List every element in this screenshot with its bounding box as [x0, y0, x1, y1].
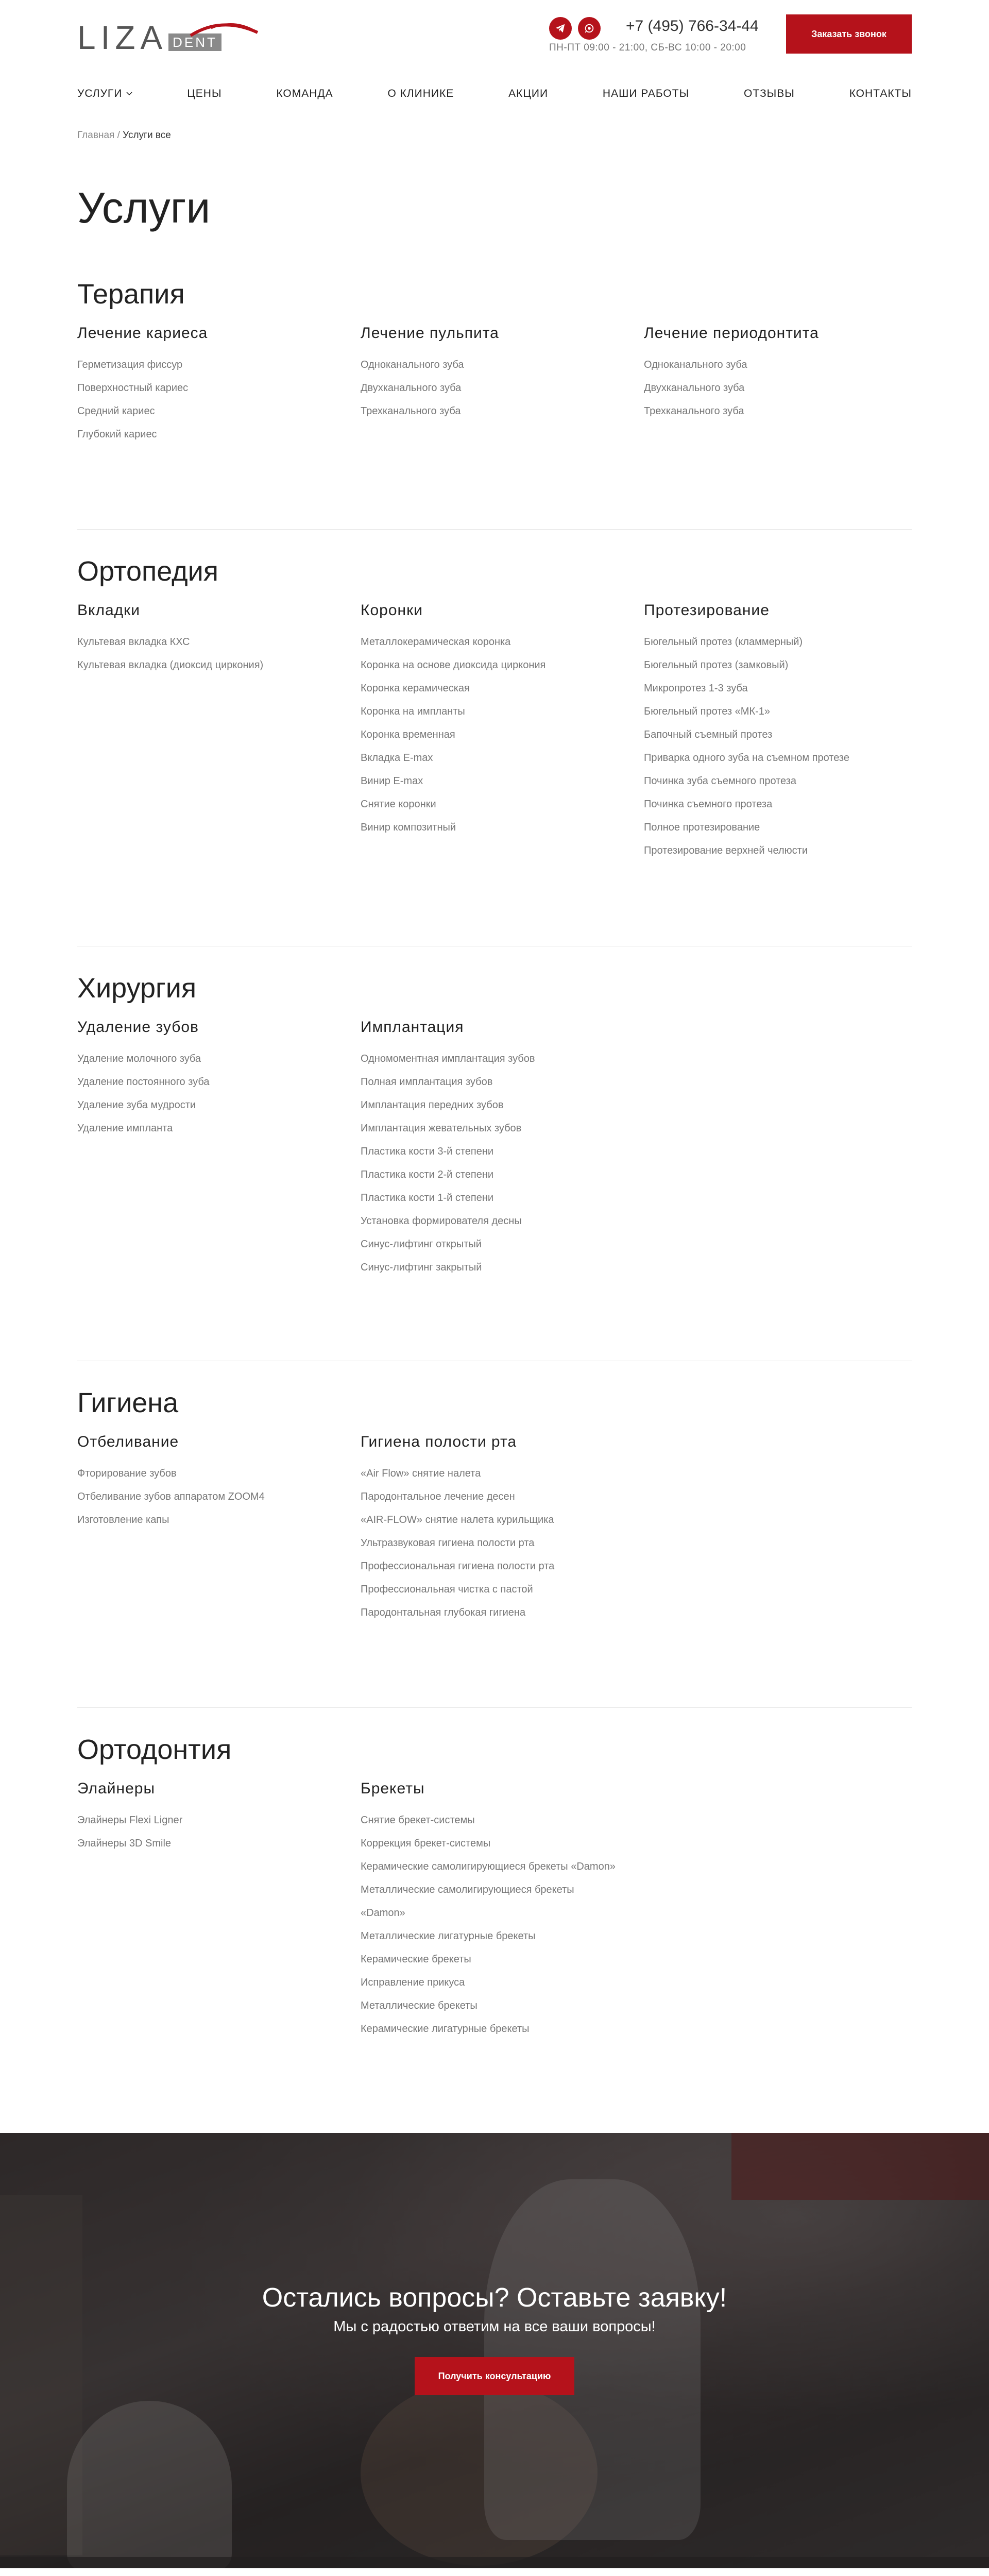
service-link[interactable]: Снятие брекет-системы	[361, 1815, 475, 1826]
service-link[interactable]: Коронка керамическая	[361, 683, 470, 694]
service-link[interactable]: Починка зуба съемного протеза	[644, 775, 797, 787]
service-link[interactable]: Пародонтальное лечение десен	[361, 1491, 515, 1502]
nav-item-promotions[interactable]	[508, 88, 548, 100]
service-column	[644, 325, 901, 423]
service-link[interactable]: Глубокий кариес	[77, 429, 157, 440]
service-link[interactable]: Металлические брекеты	[361, 2000, 478, 2011]
service-link[interactable]: «Air Flow» снятие налета	[361, 1468, 481, 1479]
column-title[interactable]: Лечение периодонтита	[644, 325, 819, 342]
service-link[interactable]: Приварка одного зуба на съемном протезе	[644, 752, 849, 764]
service-link[interactable]: Профессиональная гигиена полости рта	[361, 1561, 555, 1572]
service-link[interactable]: Коронка на основе диоксида циркония	[361, 659, 546, 671]
cta-title: Остались вопросы? Оставьте заявку!	[262, 2283, 727, 2313]
service-link[interactable]: Керамические брекеты	[361, 1954, 471, 1965]
logo-sub-text: DENT	[168, 33, 221, 51]
service-link[interactable]: Удаление импланта	[77, 1123, 173, 1134]
service-link[interactable]: Винир композитный	[361, 822, 456, 833]
service-link[interactable]: Бапочный съемный протез	[644, 729, 773, 740]
service-link[interactable]: Бюгельный протез (кламмерный)	[644, 636, 803, 648]
service-link[interactable]: Герметизация фиссур	[77, 359, 183, 370]
service-link[interactable]: Синус-лифтинг открытый	[361, 1239, 482, 1250]
cta-bottom-bar	[0, 2557, 989, 2568]
column-title[interactable]: Протезирование	[644, 602, 770, 619]
nav-item-services[interactable]	[77, 88, 132, 100]
cta-subtitle: Мы с радостью ответим на все ваши вопросы!	[333, 2318, 656, 2335]
service-link[interactable]: Коронка временная	[361, 729, 455, 740]
breadcrumb-home[interactable]: Главная	[77, 130, 115, 141]
header-hours: ПН-ПТ 09:00 - 21:00, СБ-ВС 10:00 - 20:00	[549, 42, 746, 53]
service-column	[77, 1019, 335, 1140]
nav-item-contacts[interactable]	[849, 88, 912, 100]
nav-label: КОНТАКТЫ	[849, 88, 912, 99]
service-section	[77, 972, 912, 1273]
service-link[interactable]: Фторирование зубов	[77, 1468, 177, 1479]
service-link[interactable]: Культевая вкладка (диоксид циркония)	[77, 659, 264, 671]
page-title: Услуги	[77, 183, 211, 232]
breadcrumb-separator: /	[117, 130, 120, 141]
column-title[interactable]: Брекеты	[361, 1780, 425, 1797]
column-title[interactable]: Вкладки	[77, 602, 141, 619]
service-link[interactable]: Трехканального зуба	[361, 405, 461, 417]
service-link[interactable]: Одноканального зуба	[644, 359, 747, 370]
nav-item-reviews[interactable]	[744, 88, 795, 100]
service-link[interactable]: Профессиональная чистка с пастой	[361, 1584, 533, 1595]
service-link[interactable]: Исправление прикуса	[361, 1977, 465, 1988]
service-column	[77, 1780, 335, 1855]
whatsapp-icon[interactable]	[578, 17, 601, 40]
service-link[interactable]: Протезирование верхней челюсти	[644, 845, 808, 856]
section-title: Хирургия	[77, 973, 197, 1004]
service-link[interactable]: Металлические самолигирующиеся брекеты «Damon»	[361, 1884, 574, 1919]
service-link[interactable]: Винир E-max	[361, 775, 423, 787]
service-link[interactable]: Починка съемного протеза	[644, 799, 773, 810]
service-link[interactable]: Удаление молочного зуба	[77, 1053, 201, 1064]
service-link[interactable]: Пластика кости 3-й степени	[361, 1146, 494, 1157]
service-link[interactable]: Отбеливание зубов аппаратом ZOOM4	[77, 1491, 265, 1502]
service-link[interactable]: Синус-лифтинг закрытый	[361, 1262, 482, 1273]
main-nav	[77, 88, 912, 100]
service-link[interactable]: Элайнеры 3D Smile	[77, 1838, 172, 1849]
service-section	[77, 1734, 912, 2035]
section-title: Гигиена	[77, 1387, 179, 1418]
callback-button[interactable]: Заказать звонок	[786, 14, 912, 54]
cta-overlay	[0, 2133, 989, 2568]
service-column	[361, 1780, 618, 2041]
nav-item-works[interactable]	[603, 88, 689, 100]
section-title: Ортодонтия	[77, 1734, 232, 1765]
column-title[interactable]: Отбеливание	[77, 1433, 179, 1450]
service-link[interactable]: Коррекция брекет-системы	[361, 1838, 491, 1849]
telegram-icon[interactable]	[549, 17, 572, 40]
column-title[interactable]: Имплантация	[361, 1019, 464, 1036]
service-link[interactable]: Культевая вкладка КХС	[77, 636, 190, 648]
service-link[interactable]: Двухканального зуба	[644, 382, 745, 394]
nav-item-prices[interactable]	[187, 88, 221, 100]
service-link[interactable]: Одноканального зуба	[361, 359, 464, 370]
chevron-down-icon	[126, 92, 132, 96]
nav-label: АКЦИИ	[508, 88, 549, 99]
cta-banner	[0, 2133, 989, 2568]
nav-item-team[interactable]	[276, 88, 333, 100]
service-link[interactable]: Элайнеры Flexi Ligner	[77, 1815, 183, 1826]
service-link[interactable]: Полная имплантация зубов	[361, 1076, 493, 1088]
service-link[interactable]: Пародонтальная глубокая гигиена	[361, 1607, 526, 1618]
service-link[interactable]: Полное протезирование	[644, 822, 760, 833]
service-link[interactable]: Ультразвуковая гигиена полости рта	[361, 1537, 535, 1549]
nav-label: НАШИ РАБОТЫ	[602, 88, 690, 99]
site-header	[0, 0, 989, 99]
header-phone[interactable]: +7 (495) 766-34-44	[626, 18, 759, 35]
service-column	[77, 1433, 335, 1532]
service-link[interactable]: Пластика кости 1-й степени	[361, 1192, 494, 1204]
service-link[interactable]: «AIR-FLOW» снятие налета курильщика	[361, 1514, 554, 1526]
service-section	[77, 1387, 912, 1618]
nav-label: КОМАНДА	[276, 88, 333, 99]
column-title[interactable]: Гигиена полости рта	[361, 1433, 517, 1450]
site-footer	[0, 2568, 989, 2576]
service-column	[77, 602, 335, 677]
service-link[interactable]: Трехканального зуба	[644, 405, 744, 417]
service-link[interactable]: Изготовление капы	[77, 1514, 169, 1526]
service-section	[77, 555, 912, 856]
logo-main-text: LIZA	[77, 19, 168, 56]
service-column	[361, 1019, 618, 1279]
service-link[interactable]: Микропротез 1-3 зуба	[644, 683, 748, 694]
service-link[interactable]: Керамические самолигирующиеся брекеты «Damon»	[361, 1861, 616, 1872]
service-section	[77, 278, 912, 440]
service-link[interactable]: Керамические лигатурные брекеты	[361, 2023, 530, 2035]
service-link[interactable]: Металлические лигатурные брекеты	[361, 1930, 536, 1942]
service-link[interactable]: Удаление зуба мудрости	[77, 1099, 196, 1111]
section-divider	[77, 1707, 912, 1708]
service-link[interactable]: Имплантация жевательных зубов	[361, 1123, 522, 1134]
service-link[interactable]: Металлокерамическая коронка	[361, 636, 511, 648]
service-link[interactable]: Удаление постоянного зуба	[77, 1076, 210, 1088]
service-column	[361, 602, 618, 839]
service-link[interactable]: Имплантация передних зубов	[361, 1099, 504, 1111]
column-title[interactable]: Удаление зубов	[77, 1019, 199, 1036]
breadcrumb	[77, 130, 171, 141]
header-messenger-icons	[549, 17, 601, 40]
column-title[interactable]: Коронки	[361, 602, 423, 619]
service-link[interactable]: Двухканального зуба	[361, 382, 462, 394]
service-link[interactable]: Коронка на импланты	[361, 706, 465, 717]
column-title[interactable]: Лечение кариеса	[77, 325, 208, 342]
nav-item-about[interactable]	[387, 88, 454, 100]
service-link[interactable]: Бюгельный протез «МК-1»	[644, 706, 770, 717]
service-link[interactable]: Вкладка E-max	[361, 752, 433, 764]
service-link[interactable]: Средний кариес	[77, 405, 155, 417]
nav-label: УСЛУГИ	[77, 88, 123, 99]
consultation-button[interactable]: Получить консультацию	[415, 2357, 574, 2395]
logo-arc-icon	[180, 18, 263, 39]
service-link[interactable]: Пластика кости 2-й степени	[361, 1169, 494, 1180]
column-title[interactable]: Лечение пульпита	[361, 325, 499, 342]
logo[interactable]	[77, 18, 221, 54]
breadcrumb-current: Услуги все	[123, 130, 171, 141]
section-divider	[77, 529, 912, 530]
service-column	[77, 325, 335, 446]
service-column	[361, 1433, 618, 1624]
service-link[interactable]: Снятие коронки	[361, 799, 436, 810]
service-link[interactable]: Установка формирователя десны	[361, 1215, 522, 1227]
service-column	[361, 325, 618, 423]
service-link[interactable]: Бюгельный протез (замковый)	[644, 659, 789, 671]
nav-label: ЦЕНЫ	[187, 88, 222, 99]
nav-label: О КЛИНИКЕ	[387, 88, 454, 99]
section-title: Терапия	[77, 279, 185, 310]
service-column	[644, 602, 901, 862]
service-link[interactable]: Поверхностный кариес	[77, 382, 189, 394]
column-title[interactable]: Элайнеры	[77, 1780, 156, 1797]
nav-label: ОТЗЫВЫ	[744, 88, 795, 99]
service-link[interactable]: Одномоментная имплантация зубов	[361, 1053, 535, 1064]
section-title: Ортопедия	[77, 556, 219, 587]
